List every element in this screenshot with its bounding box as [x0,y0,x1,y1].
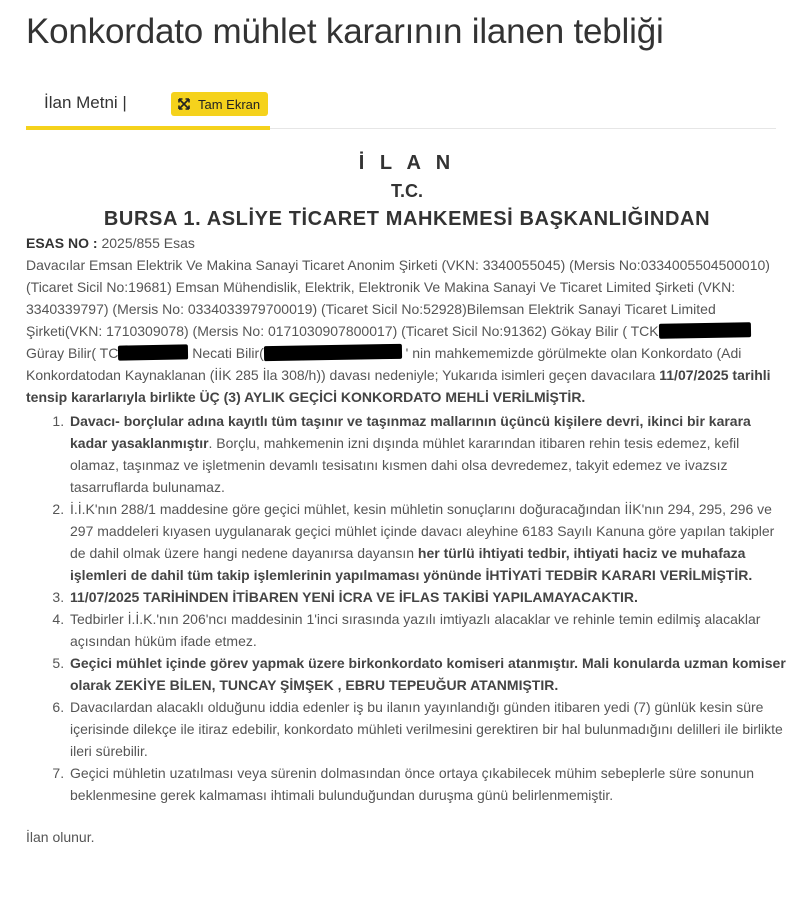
item6-text: Davacılardan alacaklı olduğunu iddia edenler iş bu ilanın yayınlandığı günden itibaren yedi (7) günlük kesin süre içerisinde dilekçe ile itiraz edebilir, konkordato mühleti verilmesini gerektiren bir hal bulunmadığını delilleri ile birlikte ileri sürebilir. [70,699,783,759]
notice-body [26,254,788,408]
esas-label: ESAS NO : [26,235,98,251]
item3-bold: 11/07/2025 TARİHİNDEN İTİBAREN YENİ İCRA VE İFLAS TAKİBİ YAPILAMAYACAKTIR. [70,589,638,605]
list-item [68,762,788,806]
redaction-bar [264,344,402,361]
body-part-4: ' nin mahkememizde görülmekte olan Konkordato (Adi Konkordatodan Kaynaklanan (İİK 285 İla 308/h)) davası nedeniyle; Yukarıda isimleri geçen davacılara [26,345,742,383]
list-item [68,652,788,696]
closing-text: İlan olunur. [26,829,95,845]
body-bold: 11/07/2025 tarihli tensip kararlarıyla birlikte ÜÇ (3) AYLIK GEÇİCİ KONKORDATO MEHLİ VERİLMİŞTİR. [26,367,771,405]
item1-bold: Davacı- borçlular adına kayıtlı tüm taşınır ve taşınmaz mallarının üçüncü kişilere devri, ikinci bir karara kadar yasaklanmıştır [70,413,751,451]
redaction-bar [659,322,751,339]
item7-text: Geçici mühletin uzatılması veya sürenin dolmasından önce ortaya çıkabilecek mühim sebeplerle süre sonunun beklenmesine gerek kalmaması ihtimali bulunduğundan duruşma günü belirlenmemiştir. [70,765,755,803]
decision-list [26,410,788,806]
page-title: Konkordato mühlet kararının ilanen tebliği [26,12,664,51]
fullscreen-label: Tam Ekran [198,96,261,112]
list-item [68,586,788,608]
redaction-bar [118,344,188,360]
notice-document [26,150,788,848]
list-item [68,696,788,762]
tab-ilan-metni[interactable]: İlan Metni | [44,93,127,112]
expand-arrows-icon [178,98,190,110]
body-part-1: Davacılar Emsan Elektrik Ve Makina Sanayi Ticaret Anonim Şirketi (VKN: 3340055045) (Mersis No:0334005504500010) (Ticaret Sicil No:19681) Emsan Mühendislik, Elektrik, Elektronik Ve Makina Sanayi Ve Ticaret Limited Şirketi (VKN: 3340339797) (Mersis No: 0334033979700019) (Ticaret Sicil No:52928)Bilemsan Elektrik Sanayi Ticaret Limited Şirketi(VKN: 1710309078) (Mersis No: 0171030907800017) (Ticaret Sicil No:91362) Gökay Bilir ( TCK [26,257,770,339]
item2-bold: her türlü ihtiyati tedbir, ihtiyati haciz ve muhafaza işlemleri de dahil tüm takip işlemlerinin yapılmaması yönünde İHTİYATİ TEDBİR KARARI VERİLMİŞTİR. [70,545,753,583]
list-item [68,498,788,586]
notice-heading-court: BURSA 1. ASLİYE TİCARET MAHKEMESİ BAŞKANLIĞINDAN [103,208,711,230]
item1-rest: . Borçlu, mahkemenin izni dışında mühlet kararından itibaren rehin tesis edemez, kefil olamaz, taşınmaz ve işletmenin devamlı tesisatını kısmen dahi olsa devredemez, takyit edemez ve ivazsız tasarruflarda bulunamaz. [70,435,740,495]
fullscreen-button[interactable] [171,92,268,116]
esas-value: 2025/855 Esas [97,235,195,251]
list-item [68,608,788,652]
item2-text: İ.İ.K'nın 288/1 maddesine göre geçici mühlet, kesin mühletin sonuçlarını doğuracağından İİK'nın 294, 295, 296 ve 297 maddeleri kıyasen uygulanarak geçici mühlet içinde davacı aleyhine 6183 Sayılı Kanuna göre yapılan takipler de dahil olmak üzere hangi nedene dayanırsa dayansın [70,501,775,561]
item5-bold: Geçici mühlet içinde görev yapmak üzere birkonkordato komiseri atanmıştır. Mali konularda uzman komiser olarak ZEKİYE BİLEN, TUNCAY ŞİMŞEK , EBRU TEPEUĞUR ATANMIŞTIR. [70,655,786,693]
body-part-2: Güray Bilir( TC [26,345,119,361]
notice-heading-ilan: İ L A N [358,152,456,174]
body-part-3: Necati Bilir( [188,345,264,361]
list-item [68,410,788,498]
esas-line [26,232,788,254]
item4-text: Tedbirler İ.İ.K.'nın 206'ncı maddesinin 1'inci sırasında yazılı imtiyazlı alacaklar ve rehinle temin edilmiş alacaklar açısından hüküm ifade etmez. [70,611,761,649]
tab-bar [26,90,776,130]
active-tab-indicator [26,126,270,130]
notice-heading-tc: T.C. [390,181,423,201]
